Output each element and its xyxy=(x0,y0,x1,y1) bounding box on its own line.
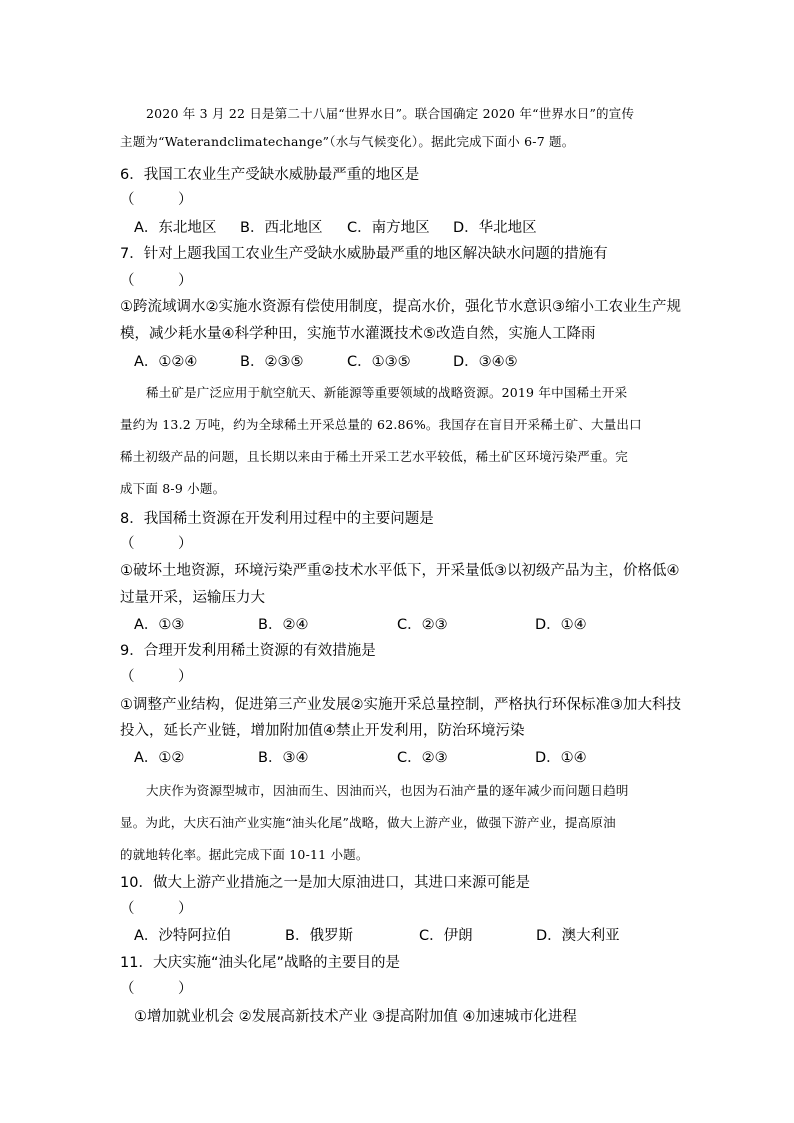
intro-3-line-3: 的就地转化率。据此完成下面 10-11 小题。 xyxy=(120,847,369,862)
intro-2-line-4: 成下面 8-9 小题。 xyxy=(120,481,226,496)
question-8-option-b[interactable]: B．②④ xyxy=(258,617,309,633)
question-6-option-b[interactable]: B．西北地区 xyxy=(240,220,323,236)
question-7-stem: 7．针对上题我国工农业生产受缺水威胁最严重的地区解决缺水问题的措施有 xyxy=(120,246,608,262)
intro-1-line-2: 主题为“Waterandclimatechange”（水与气候变化）。据此完成下面小 6-7 题。 xyxy=(120,134,575,149)
question-10-option-a[interactable]: A．沙特阿拉伯 xyxy=(134,928,231,944)
question-8-option-d[interactable]: D．①④ xyxy=(535,617,587,633)
question-9-option-b[interactable]: B．③④ xyxy=(258,750,309,766)
question-7-option-a[interactable]: A．①②④ xyxy=(134,354,198,370)
question-7-option-c[interactable]: C．①③⑤ xyxy=(347,354,411,370)
question-8-answer-blank[interactable]: （ ） xyxy=(120,536,193,552)
question-11-answer-blank[interactable]: （ ） xyxy=(120,981,193,997)
question-8-option-a[interactable]: A．①③ xyxy=(134,617,185,633)
question-6-option-d[interactable]: D．华北地区 xyxy=(453,220,537,236)
question-10-option-b[interactable]: B．俄罗斯 xyxy=(285,928,353,944)
question-9-items-line-1: ①调整产业结构，促进第三产业发展②实施开采总量控制，严格执行环保标准③加大科技 xyxy=(120,697,681,713)
question-8-option-c[interactable]: C．②③ xyxy=(397,617,448,633)
question-9-answer-blank[interactable]: （ ） xyxy=(120,669,193,685)
intro-3-line-2: 显。为此，大庆石油产业实施“油头化尾”战略，做大上游产业，做强下游产业，提高原油 xyxy=(120,815,616,830)
question-7-items-line-2: 模，减少耗水量④科学种田，实施节水灌溉技术⑤改造自然，实施人工降雨 xyxy=(120,326,596,342)
intro-3-line-1: 大庆作为资源型城市，因油而生、因油而兴，也因为石油产量的逐年减少而问题日趋明 xyxy=(146,783,629,798)
question-8-items-line-1: ①破坏土地资源，环境污染严重②技术水平低下，开采量低③以初级产品为主，价格低④ xyxy=(120,563,680,579)
question-9-option-d[interactable]: D．①④ xyxy=(535,750,587,766)
question-10-option-d[interactable]: D．澳大利亚 xyxy=(536,928,620,944)
question-11-stem: 11．大庆实施“油头化尾”战略的主要目的是 xyxy=(120,955,400,971)
question-6-option-c[interactable]: C．南方地区 xyxy=(347,220,430,236)
question-10-option-c[interactable]: C．伊朗 xyxy=(419,928,473,944)
intro-2-line-1: 稀土矿是广泛应用于航空航天、新能源等重要领域的战略资源。2019 年中国稀土开采 xyxy=(146,385,628,400)
question-11-items-line-1: ①增加就业机会 ②发展高新技术产业 ③提高附加值 ④加速城市化进程 xyxy=(134,1009,577,1025)
question-7-items-line-1: ①跨流域调水②实施水资源有偿使用制度，提高水价，强化节水意识③缩小工农业生产规 xyxy=(120,299,681,315)
intro-1-line-1: 2020 年 3 月 22 日是第二十八届“世界水日”。联合国确定 2020 年“世界水日”的宣传 xyxy=(146,106,635,121)
question-6-option-a[interactable]: A．东北地区 xyxy=(134,220,217,236)
question-8-stem: 8．我国稀土资源在开发利用过程中的主要问题是 xyxy=(120,511,434,527)
question-7-option-d[interactable]: D．③④⑤ xyxy=(453,354,518,370)
intro-2-line-3: 稀土初级产品的问题，且长期以来由于稀土开采工艺水平较低，稀土矿区环境污染严重。完 xyxy=(120,449,629,464)
question-9-option-a[interactable]: A．①② xyxy=(134,750,185,766)
question-10-answer-blank[interactable]: （ ） xyxy=(120,901,193,917)
question-9-stem: 9．合理开发利用稀土资源的有效措施是 xyxy=(120,643,376,659)
intro-2-line-2: 量约为 13.2 万吨，约为全球稀土开采总量的 62.86%。我国存在盲目开采稀土矿、大量出口 xyxy=(120,417,642,432)
question-6-answer-blank[interactable]: （ ） xyxy=(120,192,193,208)
question-7-answer-blank[interactable]: （ ） xyxy=(120,273,193,289)
question-9-option-c[interactable]: C．②③ xyxy=(397,750,448,766)
question-8-items-line-2: 过量开采，运输压力大 xyxy=(120,590,265,606)
question-6-stem: 6．我国工农业生产受缺水威胁最严重的地区是 xyxy=(120,167,420,183)
question-7-option-b[interactable]: B．②③⑤ xyxy=(240,354,304,370)
question-10-stem: 10．做大上游产业措施之一是加大原油进口，其进口来源可能是 xyxy=(120,875,530,891)
question-9-items-line-2: 投入，延长产业链，增加附加值④禁止开发利用，防治环境污染 xyxy=(120,723,525,739)
